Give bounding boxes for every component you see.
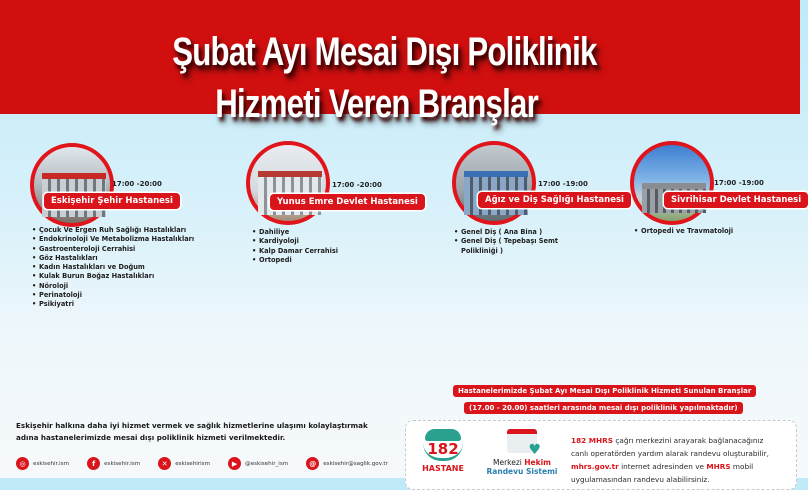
email-icon: @ — [306, 457, 319, 470]
list-item: • Çocuk Ve Ergen Ruh Sağlığı Hastalıkları — [32, 226, 187, 234]
title-line-2: Hizmeti Veren Branşlar — [215, 82, 538, 126]
list-item: • Psikiyatri — [32, 300, 74, 309]
list-item: • Genel Diş ( Tepebaşı Semt Polikliniği ) — [454, 237, 559, 255]
list-item: • Kulak Burun Boğaz Hastalıkları — [32, 272, 155, 281]
social-handle: eskisehir@saglik.gov.tr — [323, 460, 388, 467]
social-handle: eskisehir.ism — [33, 460, 70, 467]
branch-list — [32, 226, 194, 310]
social-handle: eskisehir.ism — [104, 460, 141, 467]
calendar-heart-icon — [507, 429, 537, 453]
hospital-name-badge: Yunus Emre Devlet Hastanesi — [270, 194, 425, 210]
social-youtube[interactable] — [228, 457, 288, 470]
instagram-icon: ◎ — [16, 457, 29, 470]
hospital-name-badge: Ağız ve Diş Sağlığı Hastanesi — [478, 192, 631, 208]
facebook-icon: f — [87, 457, 100, 470]
social-x[interactable] — [158, 457, 210, 470]
hospital-photo — [246, 141, 330, 225]
list-item: • Dahiliye — [252, 228, 290, 236]
mhrs-link[interactable]: mhrs.gov.tr — [571, 462, 619, 471]
list-item: • Gastroenteroloji Cerrahisi — [32, 244, 136, 253]
hospital-photo — [452, 141, 536, 225]
list-item: • Genel Diş ( Ana Bina ) — [454, 228, 543, 236]
youtube-icon: ▶ — [228, 457, 241, 470]
footer-description: Eskişehir halkına daha iyi hizmet vermek ve sağlık hizmetlerine ulaşımı kolaylaştırmak adına hastanelerimizde mesai dışı poliklinik hizmeti verilmektedir. — [16, 421, 368, 442]
hours-label: 17:00 -19:00 — [714, 179, 764, 187]
social-handle: @eskisehir_ism — [245, 460, 289, 467]
social-email[interactable] — [306, 457, 388, 470]
list-item: • Kadın Hastalıkları ve Doğum — [32, 263, 145, 272]
branch-list — [454, 228, 574, 256]
social-links — [16, 457, 388, 470]
summary-banner-hours: (17.00 - 20.00) saatleri arasında mesai dışı poliklinik yapılmaktadır) — [464, 402, 743, 414]
mhrs-info-box — [405, 420, 797, 490]
branch-list — [634, 227, 733, 236]
list-item: • Göz Hastalıkları — [32, 253, 98, 262]
hours-label: 17:00 -20:00 — [112, 180, 162, 188]
social-instagram[interactable] — [16, 457, 69, 470]
social-facebook[interactable] — [87, 457, 140, 470]
social-handle: eskisehirism — [175, 460, 211, 467]
list-item: • Ortopedi — [252, 255, 292, 264]
list-item: • Ortopedi ve Travmatoloji — [634, 227, 734, 235]
list-item: • Nöroloji — [32, 281, 69, 290]
page-title — [88, 26, 712, 130]
x-icon: ✕ — [158, 457, 171, 470]
list-item: • Perinatoloji — [32, 291, 82, 300]
list-item: • Endokrinoloji Ve Metabolizma Hastalıkları — [32, 235, 195, 244]
hours-label: 17:00 -19:00 — [538, 180, 588, 188]
list-item: • Kalp Damar Cerrahisi — [252, 246, 339, 255]
hospital-photo — [30, 143, 114, 227]
list-item: • Kardiyoloji — [252, 237, 299, 246]
branch-list — [252, 228, 338, 265]
logo-mhrs: ♥ Merkezi Hekim Randevu Sistemi — [486, 429, 558, 476]
hospital-photo — [630, 141, 714, 225]
title-line-1: Şubat Ayı Mesai Dışı Poliklinik — [172, 30, 597, 74]
hospital-name-badge: Sivrihisar Devlet Hastanesi — [664, 192, 808, 208]
hospital-name-badge: Eskişehir Şehir Hastanesi — [44, 193, 180, 209]
summary-banner-title: Hastanelerimizde Şubat Ayı Mesai Dışı Poliklinik Hizmeti Sunulan Branşlar — [453, 385, 756, 397]
hours-label: 17:00 -20:00 — [332, 181, 382, 189]
logo-182-hastane: 182 HASTANE — [421, 429, 465, 481]
mhrs-description: 182 MHRS çağrı merkezini arayarak bağlanacağınız canlı operatörden yardım alarak randevu oluşturabilir, mhrs.gov.tr internet adresinden ve MHRS mobil uygulamasından randevu alabilirsiniz. — [571, 436, 769, 484]
